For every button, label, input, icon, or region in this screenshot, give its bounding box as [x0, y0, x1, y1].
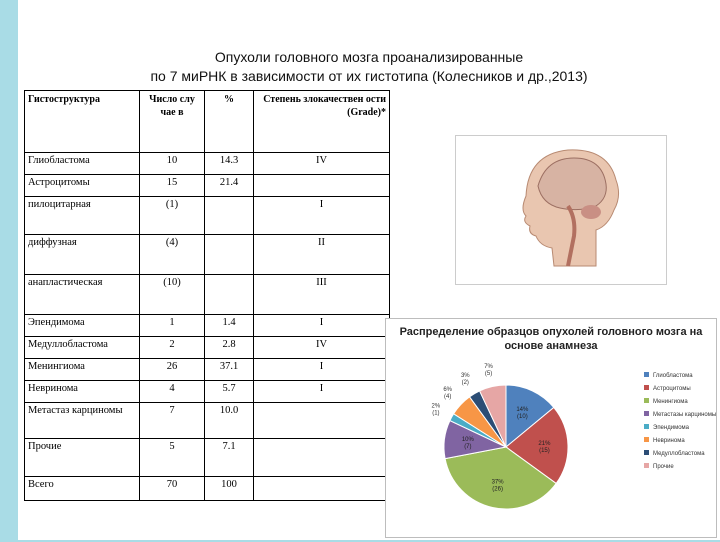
header-case-count: Число слу чае в	[140, 91, 205, 153]
legend-swatch	[644, 385, 649, 390]
pie-slice-label: 2%	[431, 403, 441, 410]
row-name: пилоцитарная	[25, 197, 140, 235]
table-row	[25, 153, 390, 175]
row-percent: 1.4	[205, 315, 254, 337]
row-count: (1)	[140, 197, 205, 235]
table-row	[25, 477, 390, 501]
row-count: 26	[140, 359, 205, 381]
row-percent	[205, 197, 254, 235]
row-grade: III	[254, 275, 390, 315]
row-name: Прочие	[25, 439, 140, 477]
row-grade	[254, 477, 390, 501]
pie-slice-label: 14%	[516, 407, 529, 414]
title-line-2: по 7 миРНК в зависимости от их гистотипа (Колесников и др.,2013)	[150, 68, 588, 84]
row-grade: IV	[254, 337, 390, 359]
row-count: 5	[140, 439, 205, 477]
legend-swatch	[644, 411, 649, 416]
histology-table	[24, 90, 390, 501]
row-grade	[254, 439, 390, 477]
head-anatomy-image	[455, 135, 667, 285]
row-name: Всего	[25, 477, 140, 501]
pie-slice-label: 7%	[484, 363, 493, 370]
pie-slice-count: (1)	[432, 410, 440, 417]
table-row	[25, 275, 390, 315]
row-grade: I	[254, 197, 390, 235]
row-grade: I	[254, 315, 390, 337]
row-percent: 10.0	[205, 403, 254, 439]
row-grade: I	[254, 381, 390, 403]
pie-slice-count: (15)	[539, 447, 550, 454]
row-grade: II	[254, 235, 390, 275]
cerebellum-shape	[581, 205, 601, 219]
row-percent: 5.7	[205, 381, 254, 403]
slide-title	[18, 48, 720, 86]
row-percent: 37.1	[205, 359, 254, 381]
pie-slice-label: 37%	[491, 479, 504, 486]
legend-label: Глиобластома	[653, 373, 693, 379]
row-count: 70	[140, 477, 205, 501]
row-count: (10)	[140, 275, 205, 315]
legend-swatch	[644, 424, 649, 429]
row-name: Эпендимома	[25, 315, 140, 337]
row-count: 7	[140, 403, 205, 439]
row-percent: 2.8	[205, 337, 254, 359]
row-grade: IV	[254, 153, 390, 175]
row-percent: 100	[205, 477, 254, 501]
legend-label: Невринома	[653, 438, 685, 444]
title-line-1: Опухоли головного мозга проанализированные	[214, 49, 524, 65]
legend-label: Медуллобластома	[653, 451, 705, 457]
pie-slice-count: (2)	[461, 380, 469, 387]
row-name: Невринома	[25, 381, 140, 403]
legend-label: Метастазы карциномы	[653, 412, 716, 418]
pie-slice-count: (7)	[464, 444, 472, 451]
legend-label: Эпендимома	[653, 425, 689, 431]
header-histostructure: Гистоструктура	[25, 91, 140, 153]
legend-swatch	[644, 463, 649, 468]
pie-slice-label: 6%	[443, 387, 453, 394]
row-count: 15	[140, 175, 205, 197]
row-name: Медуллобластома	[25, 337, 140, 359]
table-row	[25, 197, 390, 235]
row-name: Метастаз карциномы	[25, 403, 140, 439]
pie-slice-label: 10%	[461, 437, 474, 444]
row-count: (4)	[140, 235, 205, 275]
row-percent: 14.3	[205, 153, 254, 175]
chart-title: Распределение образцов опухолей головного мозга на основе анамнеза	[399, 326, 703, 352]
pie-chart-panel	[385, 318, 717, 538]
row-percent	[205, 275, 254, 315]
legend-swatch	[644, 398, 649, 403]
row-name: диффузная	[25, 235, 140, 275]
legend-swatch	[644, 372, 649, 377]
table-row	[25, 315, 390, 337]
table-row	[25, 381, 390, 403]
table-row	[25, 359, 390, 381]
pie-slice-label: 21%	[538, 440, 551, 447]
pie-slice-count: (26)	[492, 486, 503, 493]
table-row	[25, 235, 390, 275]
header-percent: %	[205, 91, 254, 153]
head-anatomy-svg	[456, 136, 666, 284]
row-count: 4	[140, 381, 205, 403]
legend-label: Астроцитомы	[653, 386, 691, 392]
row-percent: 7.1	[205, 439, 254, 477]
slide	[18, 0, 720, 540]
row-percent: 21.4	[205, 175, 254, 197]
row-count: 10	[140, 153, 205, 175]
legend-label: Менингиома	[653, 399, 688, 405]
legend-label: Прочие	[653, 464, 674, 470]
row-grade: I	[254, 359, 390, 381]
row-percent	[205, 235, 254, 275]
table-row	[25, 439, 390, 477]
legend-swatch	[644, 450, 649, 455]
table-row	[25, 403, 390, 439]
header-grade: Степень злокачествен ости (Grade)*	[254, 91, 390, 153]
pie-slice-count: (5)	[484, 370, 493, 377]
row-name: Менингиома	[25, 359, 140, 381]
row-count: 1	[140, 315, 205, 337]
pie-slice-count: (4)	[444, 394, 452, 401]
row-count: 2	[140, 337, 205, 359]
pie-slice-count: (10)	[517, 414, 528, 421]
row-name: Астроцитомы	[25, 175, 140, 197]
table-row	[25, 337, 390, 359]
pie-slice-label: 3%	[460, 373, 470, 380]
table-body	[25, 153, 390, 501]
row-name: анапластическая	[25, 275, 140, 315]
legend-swatch	[644, 437, 649, 442]
row-grade	[254, 175, 390, 197]
row-name: Глиобластома	[25, 153, 140, 175]
table-row	[25, 175, 390, 197]
row-grade	[254, 403, 390, 439]
